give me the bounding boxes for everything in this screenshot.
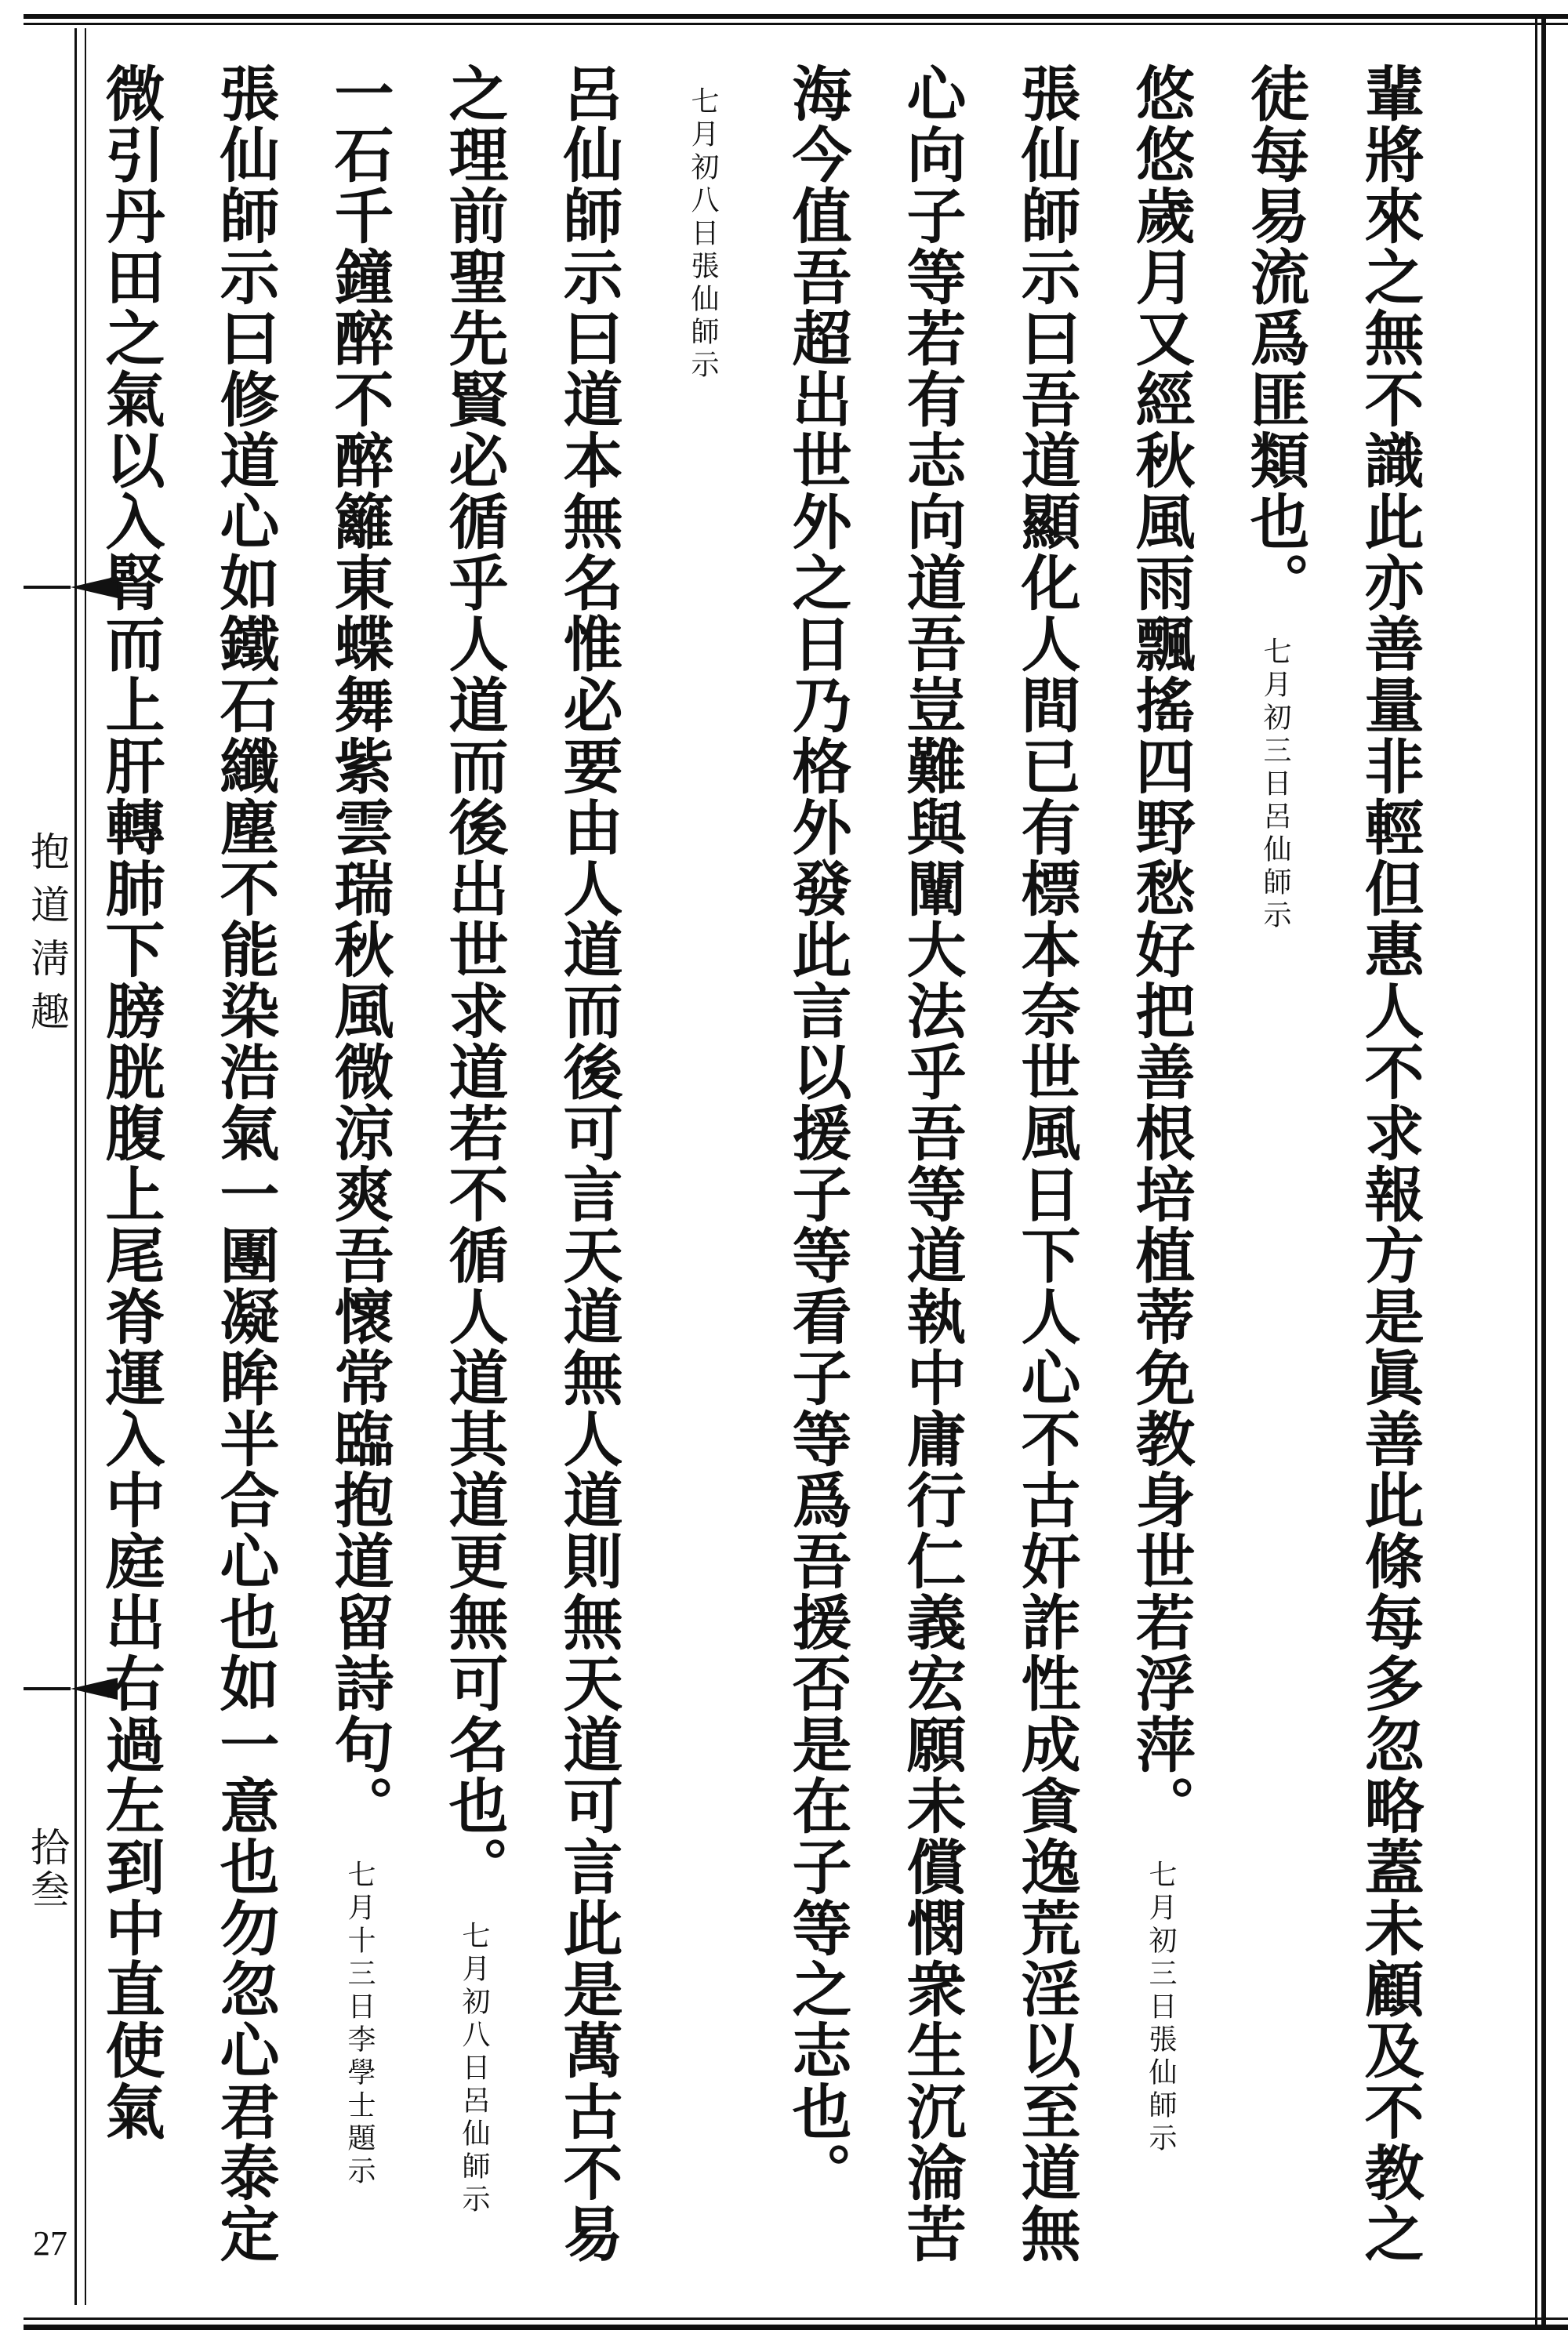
paragraph	[416, 63, 645, 2281]
signature: 七月初八日張仙師示	[687, 86, 719, 383]
book-title: 抱道淸趣	[24, 831, 70, 1044]
signature: 七月初三日呂仙師示	[1259, 637, 1291, 933]
right-border	[1535, 14, 1546, 2330]
signature: 七月十三日李學士題示	[343, 1860, 376, 2189]
paragraph-text: 呂仙師示曰道本無名惟必要由人道而後可言天道無人道則無天道可言此是萬古不易之理前聖先賢必循乎人道而後出世求道若不循人道其道更無可名也。	[439, 63, 623, 2264]
page-number: 27	[33, 2224, 67, 2263]
paragraph	[1218, 63, 1446, 2281]
page-number-chinese: 拾叁	[24, 1827, 70, 1911]
top-border	[24, 14, 1568, 25]
paragraph-text: 輩將來之無不識此亦善量非輕但惠人不求報方是眞善此條每多忽略蓋未顧及不教之徒每易流爲匪類也。	[1240, 63, 1425, 2264]
paragraph	[73, 63, 302, 2281]
paragraph	[645, 63, 1103, 2281]
bottom-border	[24, 2318, 1568, 2330]
paragraph-text: 悠悠歲月又經秋風雨飄搖四野愁好把善根培植蒂免教身世若浮萍。	[1126, 63, 1196, 1836]
paragraph	[1103, 63, 1218, 2281]
paragraph	[302, 63, 416, 2281]
paragraph-text: 一石千鐘醉不醉籬東蝶舞紫雲瑞秋風微涼爽吾懷常臨抱道留詩句。	[325, 63, 394, 1836]
text-body	[96, 63, 1446, 2281]
paragraph-text: 張仙師示曰修道心如鐵石纖塵不能染浩氣一團凝眸半合心也如一意也勿忽心君泰定微引丹田之氣以入腎而上肝轉肺下膀胱腹上尾脊運入中庭出右過左到中直使氣	[96, 63, 280, 2264]
paragraph-text: 張仙師示曰吾道顯化人間已有標本奈世風日下人心不古奸詐性成貪逸荒淫以至道無心向子等若有志向道吾豈難與闡大法乎吾等道執中庸行仁義宏願未償憫衆生沉淪苦海今值吾超出世外之日乃格外發此言以援子等看子等爲吾援否是在子等之志也。	[782, 63, 1081, 2264]
signature: 七月初八日呂仙師示	[458, 1921, 490, 2217]
signature: 七月初三日張仙師示	[1145, 1860, 1177, 2156]
